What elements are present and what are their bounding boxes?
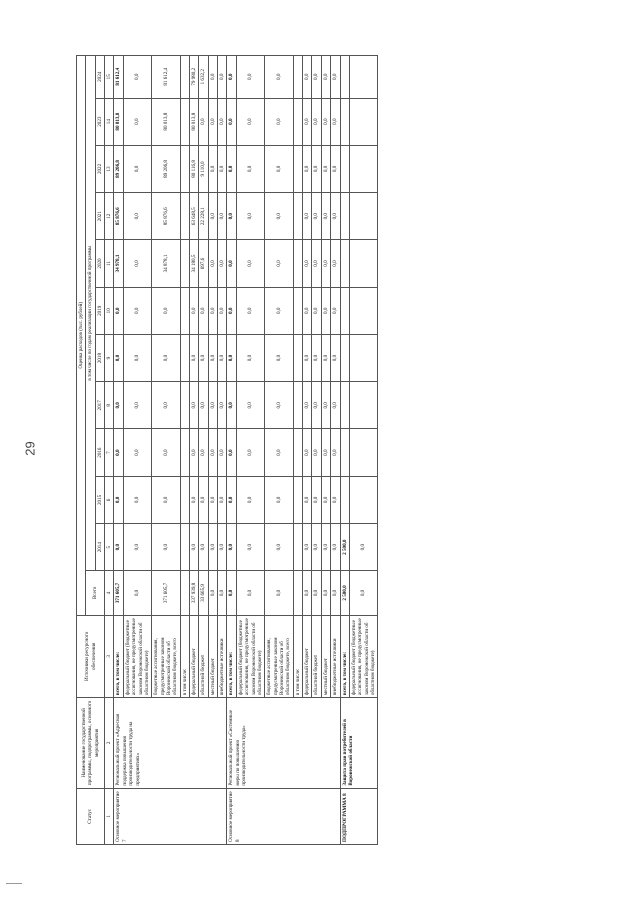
value-cell: 0,0 <box>123 476 151 523</box>
value-cell: 0,0 <box>114 334 123 381</box>
value-cell <box>293 56 302 99</box>
value-cell: 0,0 <box>331 240 340 287</box>
value-cell <box>180 193 189 240</box>
value-cell: 0,0 <box>123 145 151 192</box>
value-cell: 0,0 <box>236 287 264 334</box>
value-cell: 0,0 <box>208 382 217 429</box>
value-cell: 0,0 <box>312 334 321 381</box>
value-cell <box>349 145 377 192</box>
value-cell: 0,0 <box>190 524 199 571</box>
source-cell: всего, в том числе: <box>114 615 123 698</box>
value-cell: 0,0 <box>303 98 312 145</box>
header-column-number: 11 <box>105 240 114 287</box>
value-cell: 0,0 <box>236 240 264 287</box>
value-cell: 80 116,8 <box>190 145 199 192</box>
header-column-number: 13 <box>105 145 114 192</box>
page-number: 29 <box>22 441 38 456</box>
value-cell: 81 612,4 <box>152 56 180 99</box>
value-cell <box>293 98 302 145</box>
header-column-number: 15 <box>105 56 114 99</box>
value-cell: 0,0 <box>331 429 340 476</box>
value-cell: 0,0 <box>123 287 151 334</box>
name-cell: Защита прав потребителей в Воронежской области <box>340 698 378 789</box>
value-cell: 0,0 <box>218 98 227 145</box>
value-cell: 0,0 <box>152 524 180 571</box>
value-cell: 0,0 <box>303 334 312 381</box>
value-cell: 0,0 <box>331 287 340 334</box>
value-cell <box>293 240 302 287</box>
value-cell: 0,0 <box>236 98 264 145</box>
value-cell: 0,0 <box>331 56 340 99</box>
value-cell: 0,0 <box>265 98 293 145</box>
header-year: 2023 <box>95 98 104 145</box>
header-year: 2019 <box>95 287 104 334</box>
value-cell: 0,0 <box>218 145 227 192</box>
source-cell: местный бюджет <box>321 615 330 698</box>
value-cell: 0,0 <box>265 476 293 523</box>
header-column-number: 6 <box>105 476 114 523</box>
header-column-number: 4 <box>105 571 114 615</box>
value-cell: 0,0 <box>208 240 217 287</box>
value-cell <box>349 287 377 334</box>
value-cell: 2 500,0 <box>340 524 349 571</box>
value-cell: 0,0 <box>265 240 293 287</box>
value-cell: 0,0 <box>227 382 236 429</box>
value-cell: 0,0 <box>303 476 312 523</box>
value-cell: 89 206,8 <box>152 145 180 192</box>
value-cell: 34 180,5 <box>190 240 199 287</box>
value-cell: 0,0 <box>303 56 312 99</box>
value-cell: 0,0 <box>321 240 330 287</box>
header-column-number: 2 <box>105 698 114 789</box>
value-cell <box>349 476 377 523</box>
total-cell: 0,0 <box>236 571 264 615</box>
header-column-number: 1 <box>105 788 114 844</box>
value-cell <box>340 145 349 192</box>
header-year: 2022 <box>95 145 104 192</box>
header-status: Статус <box>77 788 105 844</box>
value-cell: 0,0 <box>303 240 312 287</box>
source-cell: всего, в том числе: <box>340 615 349 698</box>
source-cell: федеральный бюджет (бюджетные ассигнования, не предусмотренные законом Воронежской области об областном бюджете) <box>349 615 377 698</box>
value-cell: 0,0 <box>236 56 264 99</box>
value-cell: 0,0 <box>123 334 151 381</box>
value-cell: 85 876,6 <box>152 193 180 240</box>
value-cell: 0,0 <box>208 193 217 240</box>
value-cell: 0,0 <box>218 240 227 287</box>
value-cell: 0,0 <box>208 524 217 571</box>
value-cell: 0,0 <box>227 429 236 476</box>
value-cell: 0,0 <box>331 476 340 523</box>
value-cell: 0,0 <box>218 429 227 476</box>
value-cell: 0,0 <box>227 145 236 192</box>
value-cell: 0,0 <box>114 287 123 334</box>
value-cell: 0,0 <box>190 287 199 334</box>
value-cell: 0,0 <box>123 193 151 240</box>
value-cell: 0,0 <box>236 382 264 429</box>
total-cell: 337 939,8 <box>190 571 199 615</box>
value-cell: 0,0 <box>303 145 312 192</box>
value-cell: 0,0 <box>265 429 293 476</box>
value-cell: 0,0 <box>236 334 264 381</box>
value-cell: 0,0 <box>152 476 180 523</box>
table-row <box>227 56 236 845</box>
status-cell: Основное мероприятие 7 <box>114 788 227 844</box>
value-cell: 0,0 <box>218 287 227 334</box>
value-cell: 0,0 <box>265 382 293 429</box>
value-cell: 0,0 <box>227 524 236 571</box>
value-cell <box>340 193 349 240</box>
value-cell: 0,0 <box>312 240 321 287</box>
value-cell <box>349 98 377 145</box>
value-cell <box>180 524 189 571</box>
value-cell: 0,0 <box>114 382 123 429</box>
value-cell: 0,0 <box>218 193 227 240</box>
value-cell: 0,0 <box>321 193 330 240</box>
source-cell: областной бюджет <box>199 615 208 698</box>
value-cell: 0,0 <box>114 429 123 476</box>
total-cell: 0,0 <box>321 571 330 615</box>
value-cell <box>180 240 189 287</box>
value-cell <box>340 382 349 429</box>
source-cell: федеральный бюджет <box>303 615 312 698</box>
value-cell: 63 648,5 <box>190 193 199 240</box>
value-cell: 80 013,8 <box>152 98 180 145</box>
header-column-number: 5 <box>105 524 114 571</box>
value-cell: 0,0 <box>190 429 199 476</box>
value-cell <box>340 240 349 287</box>
value-cell <box>293 287 302 334</box>
value-cell <box>349 334 377 381</box>
value-cell: 0,0 <box>265 56 293 99</box>
value-cell: 0,0 <box>321 334 330 381</box>
value-cell <box>180 287 189 334</box>
value-cell: 0,0 <box>199 429 208 476</box>
status-cell: ПОДПРОГРАММА 8 <box>340 788 378 844</box>
header-by-years: в том числе по годам реализации государственной программы <box>86 56 95 571</box>
header-year: 2015 <box>95 476 104 523</box>
table-body <box>114 56 378 845</box>
value-cell <box>340 98 349 145</box>
total-cell: 0,0 <box>227 571 236 615</box>
value-cell <box>180 334 189 381</box>
value-cell: 0,0 <box>227 56 236 99</box>
value-cell: 34 978,1 <box>114 240 123 287</box>
value-cell <box>180 429 189 476</box>
value-cell: 0,0 <box>114 524 123 571</box>
value-cell: 0,0 <box>303 429 312 476</box>
value-cell: 0,0 <box>265 524 293 571</box>
value-cell: 0,0 <box>331 524 340 571</box>
value-cell: 0,0 <box>208 287 217 334</box>
value-cell: 0,0 <box>123 524 151 571</box>
value-cell: 80 013,8 <box>190 98 199 145</box>
value-cell: 0,0 <box>208 476 217 523</box>
value-cell: 22 228,1 <box>199 193 208 240</box>
value-cell <box>349 429 377 476</box>
total-cell: 371 605,7 <box>152 571 180 615</box>
header-column-number: 7 <box>105 429 114 476</box>
value-cell <box>349 56 377 99</box>
value-cell: 0,0 <box>331 193 340 240</box>
table-header <box>77 56 114 845</box>
value-cell: 0,0 <box>199 334 208 381</box>
header-column-number: 8 <box>105 382 114 429</box>
value-cell: 0,0 <box>227 98 236 145</box>
value-cell: 0,0 <box>303 287 312 334</box>
value-cell: 79 980,2 <box>190 56 199 99</box>
value-cell: 0,0 <box>218 476 227 523</box>
value-cell: 0,0 <box>152 334 180 381</box>
value-cell: 0,0 <box>199 476 208 523</box>
value-cell: 0,0 <box>152 287 180 334</box>
value-cell: 0,0 <box>123 429 151 476</box>
value-cell <box>340 476 349 523</box>
value-cell: 0,0 <box>190 476 199 523</box>
total-cell: 0,0 <box>331 571 340 615</box>
value-cell: 0,0 <box>199 524 208 571</box>
header-year: 2014 <box>95 524 104 571</box>
value-cell: 0,0 <box>303 193 312 240</box>
source-cell: федеральный бюджет (бюджетные ассигнования, не предусмотренные законом Воронежской области об областном бюджете) <box>236 615 264 698</box>
value-cell <box>293 382 302 429</box>
value-cell: 89 206,8 <box>114 145 123 192</box>
header-year: 2020 <box>95 240 104 287</box>
header-total: Всего <box>86 571 105 615</box>
value-cell <box>340 287 349 334</box>
value-cell: 0,0 <box>312 429 321 476</box>
table-row <box>340 56 349 845</box>
header-source: Источники ресурсного обеспечения <box>77 615 105 698</box>
value-cell <box>293 429 302 476</box>
source-cell: федеральный бюджет (бюджетные ассигнования, не предусмотренные законом Воронежской области об областном бюджете) <box>123 615 151 698</box>
value-cell: 0,0 <box>227 193 236 240</box>
name-cell: Региональный проект «Системные меры по повышению производительности труда» <box>227 698 340 789</box>
value-cell <box>293 476 302 523</box>
value-cell <box>180 476 189 523</box>
value-cell: 0,0 <box>331 98 340 145</box>
status-cell: Основное мероприятие 8 <box>227 788 340 844</box>
value-cell: 0,0 <box>227 240 236 287</box>
value-cell: 0,0 <box>321 98 330 145</box>
value-cell: 0,0 <box>321 476 330 523</box>
value-cell: 0,0 <box>123 56 151 99</box>
value-cell: 0,0 <box>236 193 264 240</box>
total-cell: 0,0 <box>265 571 293 615</box>
value-cell: 0,0 <box>152 429 180 476</box>
value-cell: 0,0 <box>265 145 293 192</box>
value-cell: 81 612,4 <box>114 56 123 99</box>
header-column-number: 14 <box>105 98 114 145</box>
value-cell: 0,0 <box>236 476 264 523</box>
header-column-number: 9 <box>105 334 114 381</box>
value-cell: 0,0 <box>321 56 330 99</box>
value-cell: 0,0 <box>321 145 330 192</box>
header-column-number: 12 <box>105 193 114 240</box>
value-cell: 0,0 <box>312 524 321 571</box>
source-cell: внебюджетные источники <box>218 615 227 698</box>
source-cell: бюджетные ассигнования, предусмотренные законом Воронежской области об областном бюджете, всего <box>265 615 293 698</box>
value-cell: 0,0 <box>218 56 227 99</box>
value-cell: 0,0 <box>331 382 340 429</box>
value-cell: 0,0 <box>114 476 123 523</box>
value-cell: 1 632,2 <box>199 56 208 99</box>
header-name: Наименование государственной программы, подпрограммы, основного мероприятия <box>77 698 105 789</box>
source-cell: областной бюджет <box>312 615 321 698</box>
value-cell: 0,0 <box>208 334 217 381</box>
name-cell: Региональный проект «Адресная поддержка повышения производительности труда на предприятиях» <box>114 698 227 789</box>
total-cell: 0,0 <box>303 571 312 615</box>
value-cell: 0,0 <box>265 287 293 334</box>
value-cell <box>180 382 189 429</box>
source-cell: федеральный бюджет <box>190 615 199 698</box>
header-year: 2021 <box>95 193 104 240</box>
value-cell: 0,0 <box>265 193 293 240</box>
value-cell: 0,0 <box>236 145 264 192</box>
source-cell: всего, в том числе: <box>227 615 236 698</box>
value-cell: 0,0 <box>312 98 321 145</box>
source-cell: местный бюджет <box>208 615 217 698</box>
value-cell: 85 876,6 <box>114 193 123 240</box>
value-cell <box>293 334 302 381</box>
header-year: 2018 <box>95 334 104 381</box>
value-cell: 0,0 <box>218 382 227 429</box>
value-cell: 0,0 <box>236 429 264 476</box>
value-cell <box>340 56 349 99</box>
value-cell: 0,0 <box>312 476 321 523</box>
total-cell: 0,0 <box>349 571 377 615</box>
value-cell: 0,0 <box>152 382 180 429</box>
total-cell: 0,0 <box>312 571 321 615</box>
header-column-numbers-row <box>105 56 114 845</box>
table-row <box>114 56 123 845</box>
value-cell: 0,0 <box>123 382 151 429</box>
value-cell: 0,0 <box>312 193 321 240</box>
header-year: 2016 <box>95 429 104 476</box>
value-cell: 0,0 <box>227 476 236 523</box>
value-cell <box>293 193 302 240</box>
header-column-number: 10 <box>105 287 114 334</box>
value-cell: 0,0 <box>321 287 330 334</box>
source-cell: бюджетные ассигнования, предусмотренные законом Воронежской области об областном бюджете, всего <box>152 615 180 698</box>
value-cell <box>349 240 377 287</box>
total-cell <box>293 571 302 615</box>
value-cell <box>180 145 189 192</box>
total-cell: 33 665,9 <box>199 571 208 615</box>
value-cell <box>340 429 349 476</box>
value-cell <box>349 382 377 429</box>
value-cell: 0,0 <box>236 524 264 571</box>
header-column-number: 3 <box>105 615 114 698</box>
value-cell: 0,0 <box>321 429 330 476</box>
value-cell: 0,0 <box>218 334 227 381</box>
total-cell: 2 500,0 <box>340 571 349 615</box>
value-cell: 0,0 <box>199 382 208 429</box>
value-cell: 80 013,8 <box>114 98 123 145</box>
value-cell <box>293 524 302 571</box>
value-cell <box>180 98 189 145</box>
value-cell: 0,0 <box>303 382 312 429</box>
value-cell <box>293 145 302 192</box>
total-cell <box>180 571 189 615</box>
value-cell: 0,0 <box>312 382 321 429</box>
header-year: 2024 <box>95 56 104 99</box>
value-cell: 0,0 <box>312 56 321 99</box>
value-cell: 0,0 <box>331 334 340 381</box>
header-estimate: Оценка расходов (тыс. рублей) <box>77 56 86 616</box>
value-cell: 697,6 <box>199 240 208 287</box>
value-cell: 0,0 <box>190 382 199 429</box>
total-cell: 0,0 <box>123 571 151 615</box>
source-cell: в том числе: <box>180 615 189 698</box>
value-cell: 0,0 <box>208 429 217 476</box>
value-cell <box>349 193 377 240</box>
rotated-page <box>76 55 564 845</box>
value-cell: 0,0 <box>218 524 227 571</box>
value-cell: 0,0 <box>303 524 312 571</box>
value-cell: 34 878,1 <box>152 240 180 287</box>
value-cell: 0,0 <box>349 524 377 571</box>
total-cell: 0,0 <box>208 571 217 615</box>
total-cell: 371 605,7 <box>114 571 123 615</box>
value-cell: 0,0 <box>331 145 340 192</box>
budget-table <box>76 55 378 845</box>
value-cell: 0,0 <box>312 145 321 192</box>
value-cell: 0,0 <box>199 287 208 334</box>
source-cell: в том числе: <box>293 615 302 698</box>
value-cell: 0,0 <box>265 334 293 381</box>
value-cell <box>180 56 189 99</box>
total-cell: 0,0 <box>218 571 227 615</box>
value-cell: 0,0 <box>123 240 151 287</box>
value-cell: 0,0 <box>199 98 208 145</box>
value-cell: 0,0 <box>208 98 217 145</box>
value-cell: 0,0 <box>190 334 199 381</box>
value-cell: 0,0 <box>227 334 236 381</box>
value-cell: 0,0 <box>123 98 151 145</box>
value-cell: 0,0 <box>321 382 330 429</box>
value-cell: 0,0 <box>208 56 217 99</box>
value-cell: 0,0 <box>227 287 236 334</box>
value-cell <box>340 334 349 381</box>
value-cell: 0,0 <box>321 524 330 571</box>
value-cell: 0,0 <box>312 287 321 334</box>
value-cell: 9 110,0 <box>199 145 208 192</box>
header-year: 2017 <box>95 382 104 429</box>
value-cell: 0,0 <box>208 145 217 192</box>
source-cell: внебюджетные источники <box>331 615 340 698</box>
scan-edge-mark <box>6 883 22 884</box>
